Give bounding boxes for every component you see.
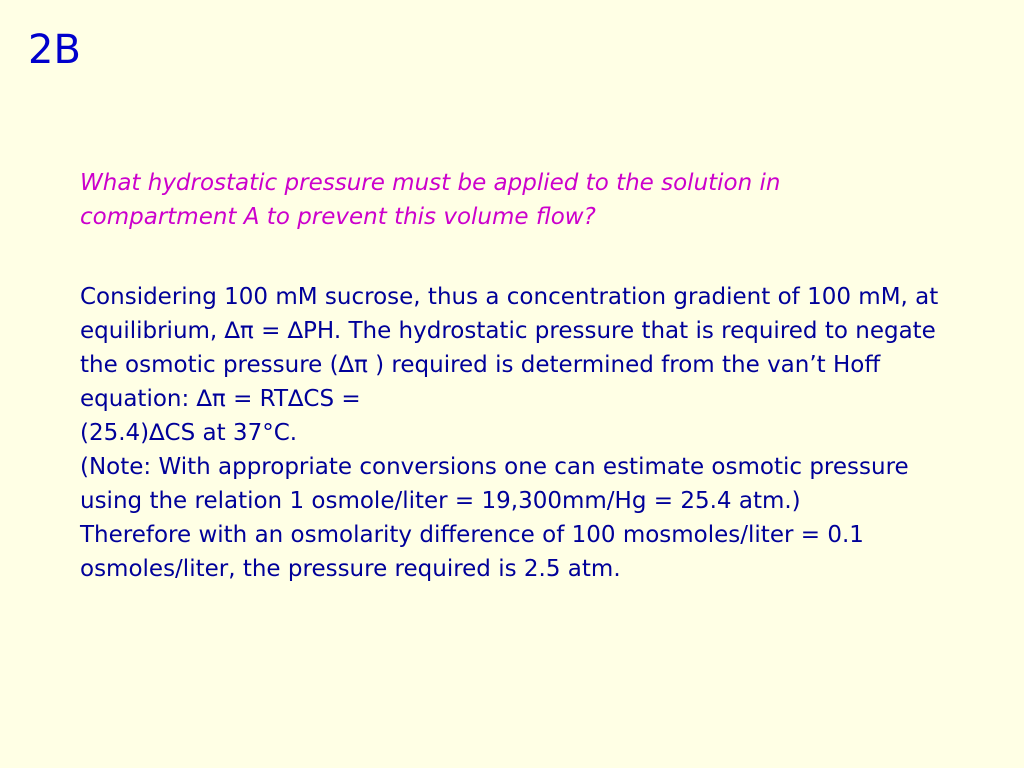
answer-body	[80, 280, 960, 586]
answer-paragraph-explanation: Considering 100 mM sucrose, thus a concentration gradient of 100 mM, at equilibrium, ∆π = ∆PH. The hydrostatic pressure that is required to negate the osmotic pressure (∆π ) required is determined from the van’t Hoff equation: ∆π = RT∆CS = (25.4)∆CS at 37°C.	[80, 284, 939, 446]
slide-title: 2B	[28, 27, 81, 73]
answer-paragraph-note: (Note: With appropriate conversions one can estimate osmotic pressure using the relation 1 osmole/liter = 19,300mm/Hg = 25.4 atm.)	[80, 454, 909, 514]
answer-paragraph-conclusion: Therefore with an osmolarity difference of 100 mosmoles/liter = 0.1 osmoles/liter, the pressure required is 2.5 atm.	[80, 522, 864, 582]
question-text: What hydrostatic pressure must be applied to the solution in compartment A to prevent this volume flow?	[80, 170, 781, 230]
